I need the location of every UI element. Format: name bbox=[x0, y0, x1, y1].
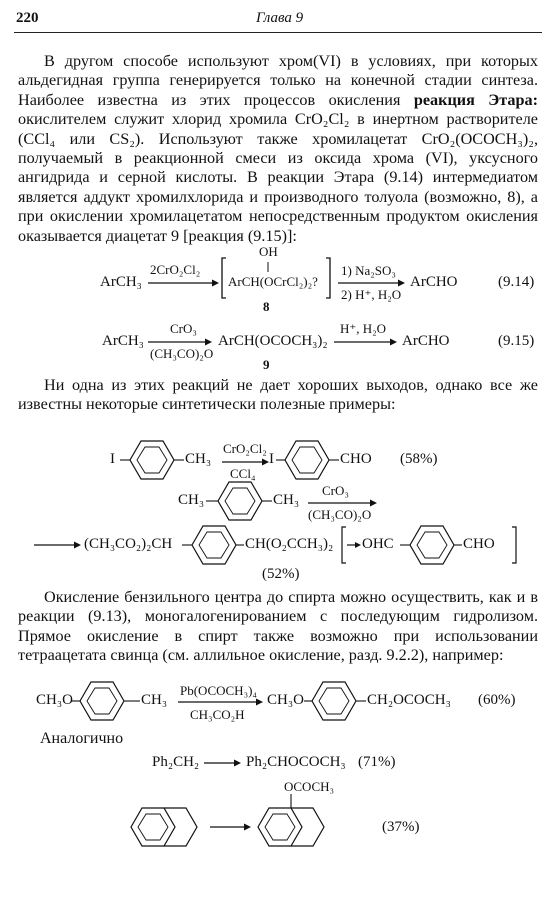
paragraph-1-start: В другом способе используют хром(VI) в условиях, при которых альдегидная группа генерируется только на конечной стадии синтеза. Наиболее известна из этих процессов окисления bbox=[18, 52, 538, 109]
ex2-arrow-head bbox=[370, 500, 377, 507]
eq914-compound-number: 8 bbox=[263, 299, 270, 314]
ex2-diacetate-right: CH(O₂CCH₃)₂ bbox=[245, 536, 334, 552]
ex2-yield: (52%) bbox=[262, 566, 300, 582]
etard-reaction-term: реакция Этара: bbox=[413, 90, 538, 109]
ex2-reagent-bottom: (CH₃CO)₂O bbox=[308, 507, 372, 522]
paragraph-1-end: окислителем служит хлорид хромила CrO₂Cl₂ в инертном растворителе (CCl₄ или CS₂). Используют также хромилацетат CrO₂(OCOCH₃)₂, получаемый в реакционной смеси из оксида хрома (VI), уксусного ангидрида и серной кислоты. В реакции Этара (9.14) интермедиатом является аддукт хромилхлорида и производного толуола (возможно, 8), а при окислении хромилацетатом непосредственным продуктом окисления оказывается диацетат 9 [реакция (9.15)]: bbox=[18, 110, 538, 245]
eq915-reagent-bottom: (CH₃CO)₂O bbox=[150, 346, 214, 361]
page-number: 220 bbox=[16, 10, 39, 26]
ex2-dialdehyde-right: CHO bbox=[463, 536, 495, 552]
ex2-hydrolysis-arrow-head bbox=[355, 542, 361, 548]
ex3-product-acetoxymethyl: CH₂OCOCH₃ bbox=[367, 692, 451, 708]
paragraph-2: Ни одна из этих реакций не дает хороших выходов, однако все же известны некоторые синтетически полезные примеры: bbox=[18, 376, 538, 414]
eq914-reactant: ArCH₃ bbox=[100, 274, 142, 290]
ex3-product-ring bbox=[312, 682, 356, 720]
eq915-compound-number: 9 bbox=[263, 357, 270, 372]
eq915-label: (9.15) bbox=[498, 333, 535, 349]
ex5-tetralin bbox=[131, 808, 197, 846]
eq914-reagent: 2CrO₂Cl₂ bbox=[150, 262, 201, 277]
eq915-product: ArCHO bbox=[402, 333, 450, 349]
ex2-dialdehyde-ring bbox=[410, 526, 454, 564]
ex1-product-cho: CHO bbox=[340, 451, 372, 467]
ex1-product-iodo: I bbox=[269, 451, 274, 467]
ex2-left-methyl: CH₃ bbox=[178, 492, 205, 508]
ex2-bracket-right bbox=[512, 527, 516, 563]
ex2-diacetate-ring bbox=[192, 526, 236, 564]
eq914-intermediate: ArCH(OCrCl₂)₂? bbox=[228, 274, 318, 289]
ex4-product: Ph₂CHOCOCH₃ bbox=[246, 754, 346, 770]
eq914-oh: OH bbox=[259, 244, 278, 259]
ex1-methyl: CH₃ bbox=[185, 451, 212, 467]
ex5-acetoxy: OCOCH₃ bbox=[284, 779, 335, 794]
ex3-product-methoxy: CH₃O bbox=[267, 692, 304, 708]
chapter-title: Глава 9 bbox=[256, 10, 304, 26]
ex2-reagent-top: CrO₃ bbox=[322, 483, 349, 498]
eq915-intermediate: ArCH(OCOCH₃)₂ bbox=[218, 333, 328, 349]
eq914-step2: 2) H⁺, H₂O bbox=[341, 287, 402, 302]
ex2-dialdehyde-left: OHC bbox=[362, 536, 394, 552]
ex2-continuation-arrow-head bbox=[74, 542, 81, 549]
eq915-reagent-top: CrO₃ bbox=[170, 321, 197, 336]
ex3-reagent-top: Pb(OCOCH₃)₄ bbox=[180, 683, 257, 698]
ex1-yield: (58%) bbox=[400, 451, 438, 467]
ex2-bracket-left bbox=[342, 527, 346, 563]
ex2-right-methyl: CH₃ bbox=[273, 492, 300, 508]
analogously-text: Аналогично bbox=[40, 730, 124, 747]
paragraph-3: Окисление бензильного центра до спирта можно осуществить, как и в реакции (9.13), моногалогенированием с последующим гидролизом. Прямое окисление в спирт также возможно при использовании тетраацетата свинца (см. аллильное окисление, разд. 9.2.2), например: bbox=[18, 588, 538, 665]
ex3-arrow-head bbox=[256, 699, 263, 706]
ex1-arrow-head bbox=[262, 459, 269, 466]
ex3-reagent-bottom: CH₃CO₂H bbox=[190, 707, 245, 722]
ex5-tetralyl-acetate bbox=[258, 794, 324, 846]
eq915-reactant: ArCH₃ bbox=[102, 333, 144, 349]
ex1-iodo: I bbox=[110, 451, 115, 467]
eq914-label: (9.14) bbox=[498, 274, 535, 290]
ex1-product-ring bbox=[285, 441, 329, 479]
ex4-reactant: Ph₂CH₂ bbox=[152, 754, 200, 770]
ex3-methoxy: CH₃O bbox=[36, 692, 73, 708]
eq915-hydrolysis: H⁺, H₂O bbox=[340, 321, 387, 336]
ex3-methyl: CH₃ bbox=[141, 692, 168, 708]
ex3-reactant-ring bbox=[80, 682, 124, 720]
ex1-reagent-top: CrO₂Cl₂ bbox=[223, 441, 267, 456]
ex2-diacetate-left: (CH₃CO₂)₂CH bbox=[84, 536, 173, 552]
ex1-reagent-bottom: CCl₄ bbox=[230, 466, 256, 481]
ex2-xylene-ring bbox=[218, 482, 262, 520]
eq914-product: ArCHO bbox=[410, 274, 458, 290]
eq914-step1: 1) Na₂SO₃ bbox=[341, 263, 396, 278]
ex4-arrow-head bbox=[234, 760, 241, 767]
ex4-yield: (71%) bbox=[358, 754, 396, 770]
ex1-reactant-ring bbox=[130, 441, 174, 479]
ex5-yield: (37%) bbox=[382, 819, 420, 835]
ex5-arrow-head bbox=[244, 824, 251, 831]
ex3-yield: (60%) bbox=[478, 692, 516, 708]
